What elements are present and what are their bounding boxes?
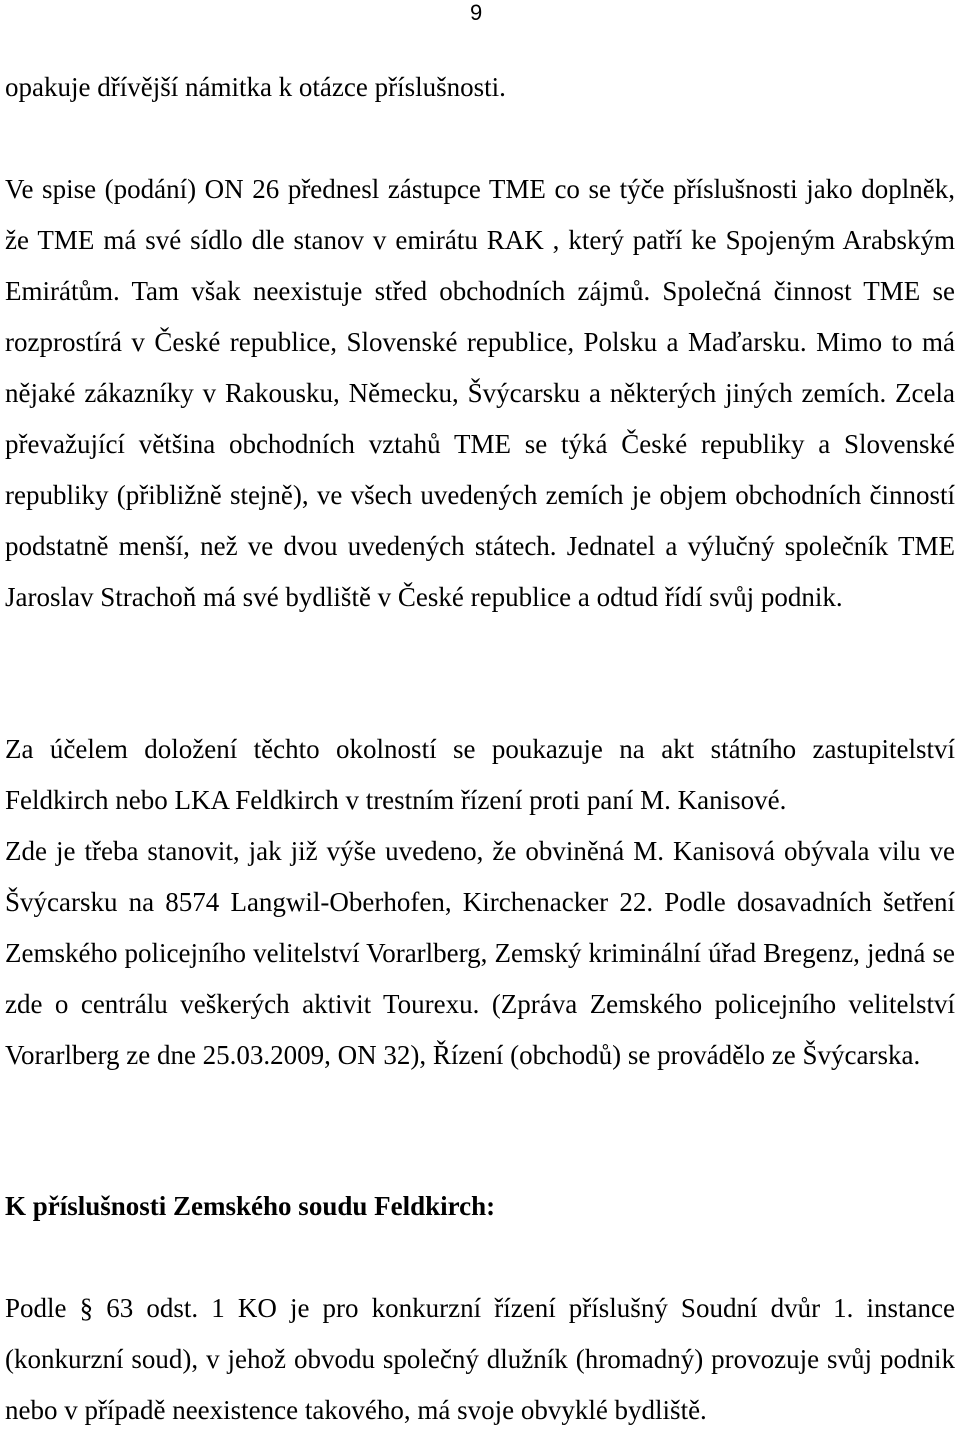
paragraph-jurisdiction: Podle § 63 odst. 1 KO je pro konkurzní řízení příslušný Soudní dvůr 1. instance (konkurzní soud), v jehož obvodu společný dlužník (hromadný) provozuje svůj podnik nebo v případě neexistence takového, má svoje obvyklé bydliště.: [5, 1293, 955, 1425]
section-heading: K příslušnosti Zemského soudu Feldkirch:: [5, 1191, 496, 1221]
paragraph-kanisova: Zde je třeba stanovit, jak již výše uvedeno, že obviněná M. Kanisová obývala vilu ve Švýcarsku na 8574 Langwil-Oberhofen, Kirchenacker 22. Podle dosavadních šetření Zemského policejního velitelství Vorarlberg, Zemský kriminální úřad Bregenz, jedná se zde o centrálu veškerých aktivit Tourexu. (Zpráva Zemského policejního velitelství Vorarlberg ze dne 25.03.2009, ON 32), Řízení (obchodů) se provádělo ze Švýcarska.: [5, 836, 955, 1070]
paragraph-intro: opakuje dřívější námitka k otázce příslušnosti.: [5, 72, 506, 102]
paragraph-evidence: Za účelem doložení těchto okolností se poukazuje na akt státního zastupitelství Feldkirch nebo LKA Feldkirch v trestním řízení proti paní M. Kanisové.: [5, 734, 955, 815]
page-number: 9: [470, 0, 483, 25]
paragraph-tme-seat: Ve spise (podání) ON 26 přednesl zástupce TME co se týče příslušnosti jako doplněk, že TME má své sídlo dle stanov v emirátu RAK , který patří ke Spojeným Arabským Emirátům. Tam však neexistuje střed obchodních zájmů. Společná činnost TME se rozprostírá v České republice, Slovenské republice, Polsku a Maďarsku. Mimo to má nějaké zákazníky v Rakousku, Německu, Švýcarsku a některých jiných zemích. Zcela převažující většina obchodních vztahů TME se týká České republiky a Slovenské republiky (přibližně stejně), ve všech uvedených zemích je objem obchodních činností podstatně menší, než ve dvou uvedených státech. Jednatel a výlučný společník TME Jaroslav Strachoň má své bydliště v České republice a odtud řídí svůj podnik.: [5, 174, 955, 612]
